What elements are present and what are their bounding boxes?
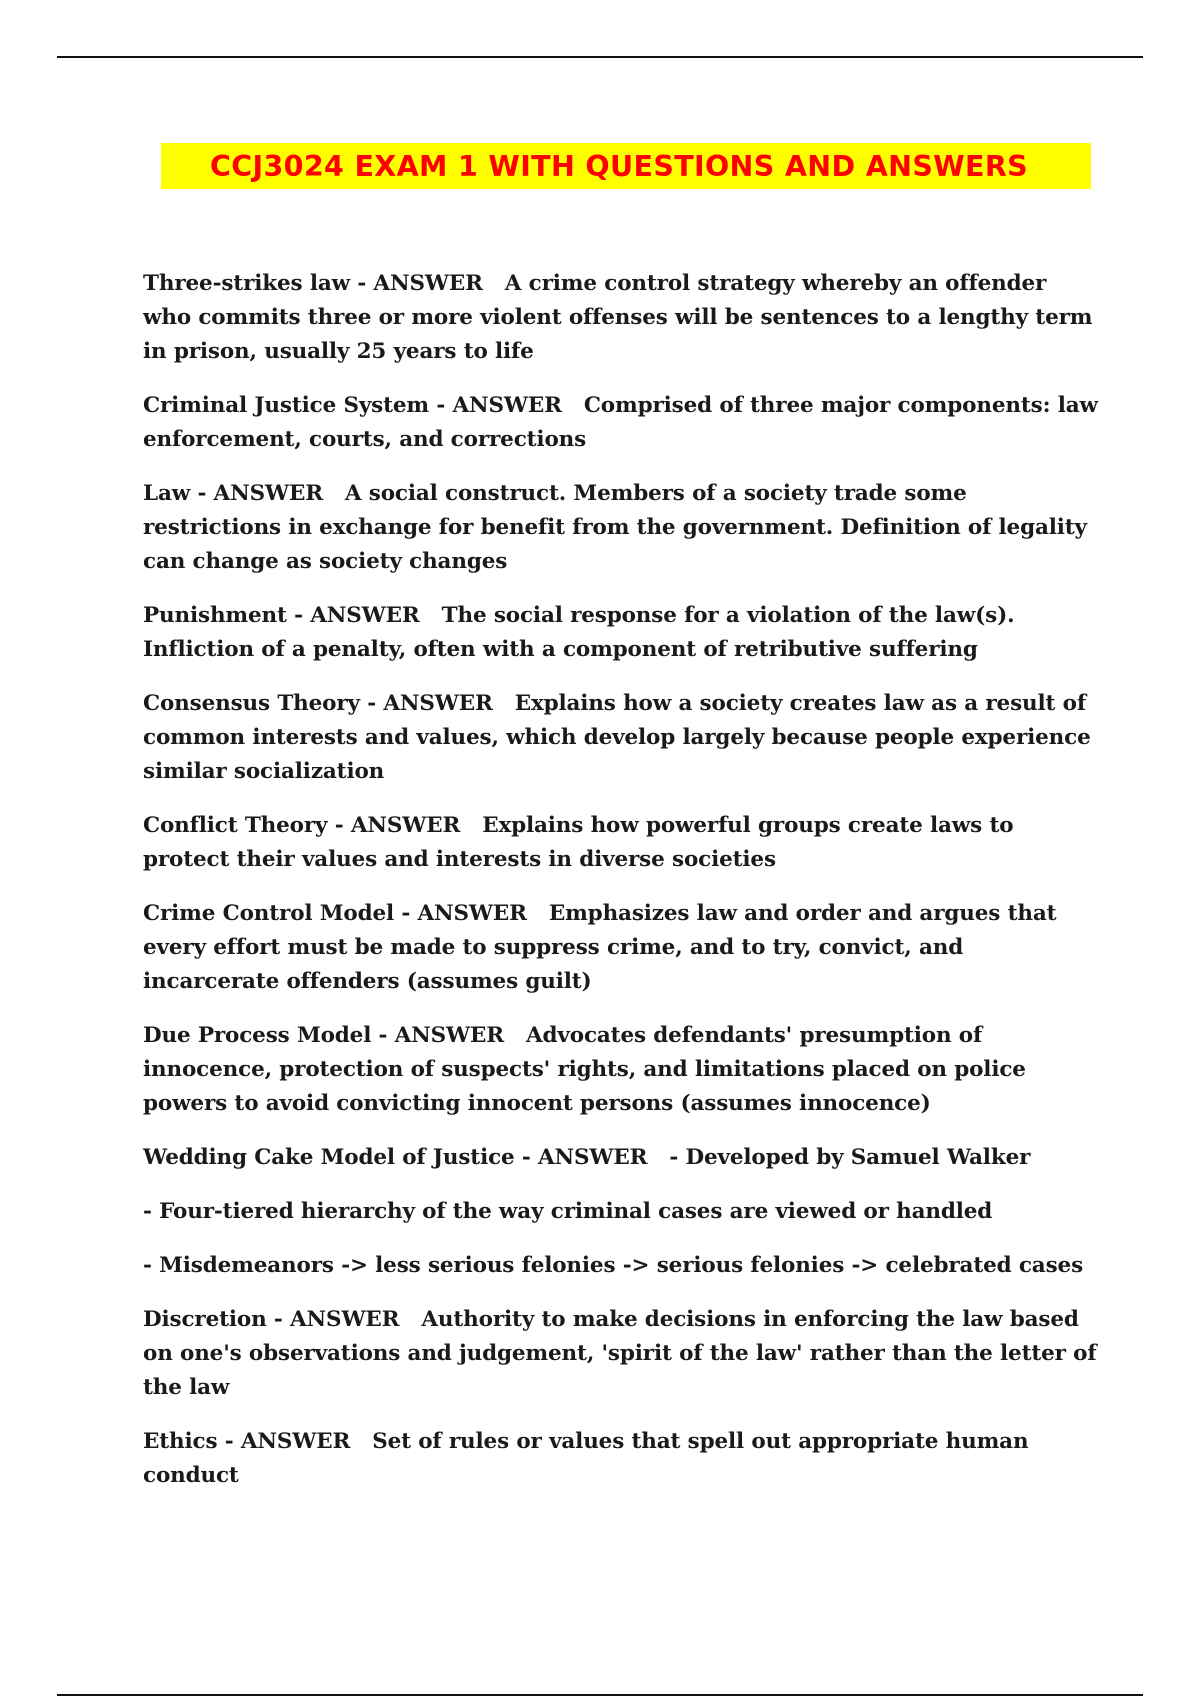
entry-term: Ethics - ANSWER [143, 1429, 351, 1454]
qa-entry-consensus-theory [143, 687, 1098, 789]
qa-entry-conflict-theory [143, 809, 1098, 877]
detail-text: - Misdemeanors -> less serious felonies -> serious felonies -> celebrated cases [143, 1253, 1084, 1278]
detail-text: - Four-tiered hierarchy of the way criminal cases are viewed or handled [143, 1199, 993, 1224]
entry-definition: Explains how a society creates law as a result of common interests and values, which develop largely because people experience similar socialization [143, 691, 1091, 784]
qa-entry-discretion [143, 1303, 1098, 1405]
entry-definition: Emphasizes law and order and argues that every effort must be made to suppress crime, and to try, convict, and incarcerate offenders (assumes guilt) [143, 901, 1057, 994]
entry-term: Law - ANSWER [143, 481, 323, 506]
qa-entry-due-process-model [143, 1019, 1098, 1121]
entry-definition: Advocates defendants' presumption of innocence, protection of suspects' rights, and limitations placed on police powers to avoid convicting innocent persons (assumes innocence) [143, 1023, 1026, 1116]
entry-definition: Explains how powerful groups create laws to protect their values and interests in diverse societies [143, 813, 1014, 872]
entry-term: Discretion - ANSWER [143, 1307, 400, 1332]
qa-entry-law [143, 477, 1098, 579]
entry-definition: Set of rules or values that spell out appropriate human conduct [143, 1429, 1029, 1488]
title-highlight [161, 143, 1091, 189]
qa-entry-wedding-cake-model [143, 1141, 1098, 1175]
entry-term: Due Process Model - ANSWER [143, 1023, 505, 1048]
entry-definition: - Developed by Samuel Walker [669, 1145, 1031, 1170]
entry-term: Criminal Justice System - ANSWER [143, 393, 562, 418]
top-rule [57, 56, 1143, 58]
bottom-rule [57, 1694, 1143, 1696]
entry-term: Conflict Theory - ANSWER [143, 813, 461, 838]
entry-term: Consensus Theory - ANSWER [143, 691, 493, 716]
qa-entry-crime-control-model [143, 897, 1098, 999]
qa-entry-criminal-justice-system [143, 389, 1098, 457]
entry-definition: A crime control strategy whereby an offender who commits three or more violent offenses will be sentences to a lengthy term in prison, usually 25 years to life [143, 271, 1093, 364]
page-title: CCJ3024 EXAM 1 WITH QUESTIONS AND ANSWERS [209, 149, 1029, 183]
wedding-cake-detail-line [143, 1195, 1098, 1229]
entry-definition: Authority to make decisions in enforcing the law based on one's observations and judgement, 'spirit of the law' rather than the letter of the law [143, 1307, 1097, 1400]
entry-term: Three-strikes law - ANSWER [143, 271, 483, 296]
qa-list [143, 267, 1098, 1513]
entry-definition: A social construct. Members of a society trade some restrictions in exchange for benefit from the government. Definition of legality can change as society changes [143, 481, 1087, 574]
entry-term: Crime Control Model - ANSWER [143, 901, 527, 926]
entry-term: Wedding Cake Model of Justice - ANSWER [143, 1145, 648, 1170]
entry-definition: The social response for a violation of the law(s). Infliction of a penalty, often with a component of retributive suffering [143, 603, 1015, 662]
qa-entry-punishment [143, 599, 1098, 667]
qa-entry-ethics [143, 1425, 1098, 1493]
entry-term: Punishment - ANSWER [143, 603, 420, 628]
entry-definition: Comprised of three major components: law enforcement, courts, and corrections [143, 393, 1098, 452]
qa-entry-three-strikes [143, 267, 1098, 369]
wedding-cake-detail-line [143, 1249, 1098, 1283]
